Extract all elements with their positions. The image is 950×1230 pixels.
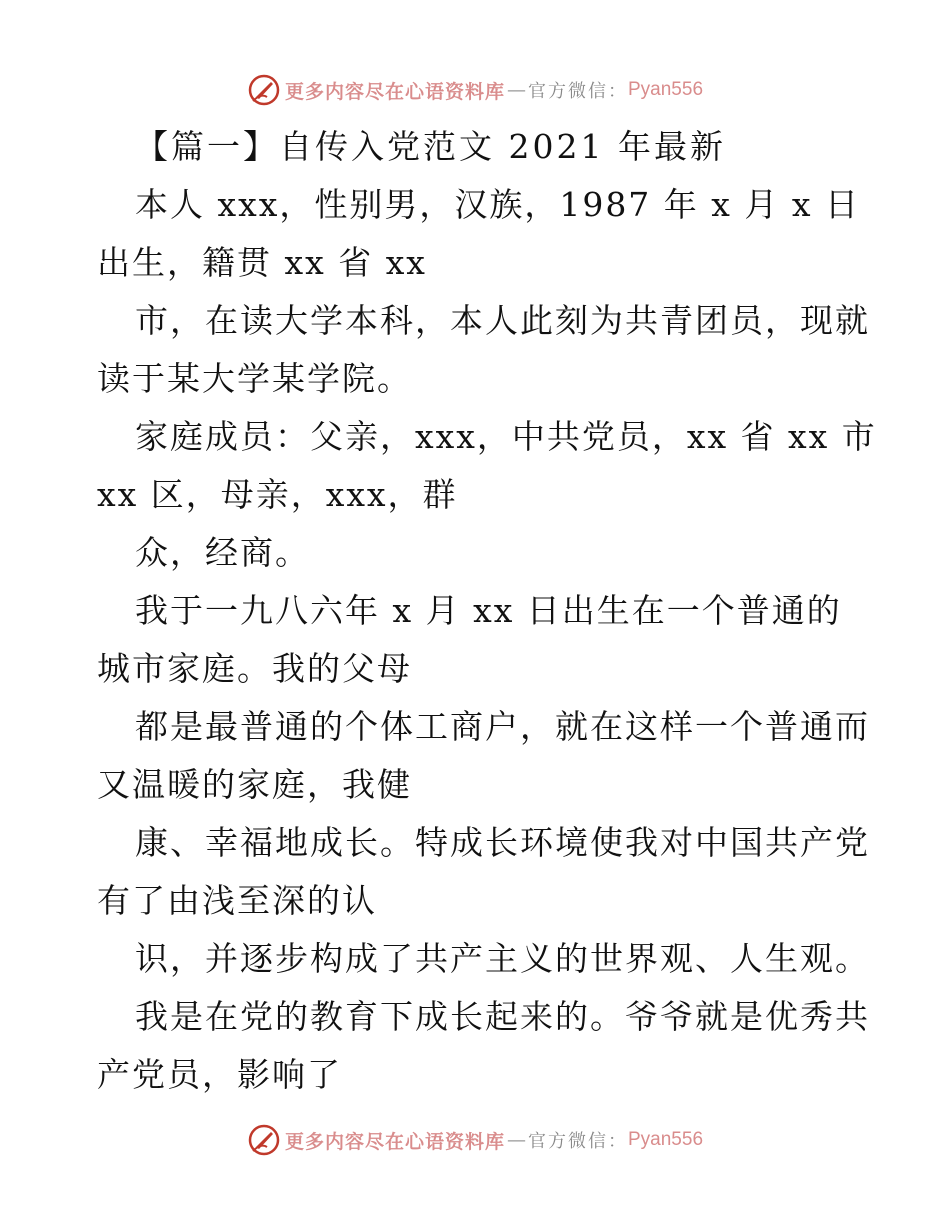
footer-banner: [0, 1120, 950, 1160]
header-site-text: 更多内容尽在心语资料库: [284, 80, 505, 103]
paragraph-line: 识，并逐步构成了共产主义的世界观、人生观。: [135, 939, 870, 978]
paragraph-line: 都是最普通的个体工商户，就在这样一个普通而: [135, 707, 870, 746]
paragraph-line: 市，在读大学本科，本人此刻为共青团员，现就: [135, 301, 870, 340]
paragraph-line: 城市家庭。我的父母: [97, 649, 412, 688]
header-wechat-label: 官方微信：: [528, 81, 628, 102]
footer-wechat-label: 官方微信：: [528, 1131, 628, 1152]
footer-site-text: 更多内容尽在心语资料库: [284, 1130, 505, 1153]
paragraph-line: 众，经商。: [135, 533, 310, 572]
paragraph-line: 读于某大学某学院。: [97, 359, 412, 398]
footer-separator: —: [507, 1129, 526, 1151]
quill-logo-icon: [247, 1123, 281, 1157]
header-separator: —: [507, 79, 526, 101]
paragraph-line: xx 区，母亲，xxx，群: [97, 475, 458, 514]
header-banner: [0, 70, 950, 110]
footer-wechat-id: Pyan556: [628, 1129, 704, 1150]
paragraph-line: 康、幸福地成长。特成长环境使我对中国共产党: [135, 823, 870, 862]
paragraph-line: 出生，籍贯 xx 省 xx: [97, 243, 427, 282]
header-wechat-id: Pyan556: [628, 79, 704, 100]
document-body: [97, 118, 877, 1104]
paragraph-line: 家庭成员：父亲，xxx，中共党员，xx 省 xx 市: [135, 417, 877, 456]
paragraph-line: 又温暖的家庭，我健: [97, 765, 412, 804]
paragraph-line: 产党员，影响了: [97, 1055, 342, 1094]
quill-logo-icon: [247, 73, 281, 107]
document-title: 【篇一】自传入党范文 2021 年最新: [135, 127, 726, 166]
paragraph-line: 本人 xxx，性别男，汉族，1987 年 x 月 x 日: [135, 185, 860, 224]
paragraph-line: 我是在党的教育下成长起来的。爷爷就是优秀共: [135, 997, 870, 1036]
paragraph-line: 有了由浅至深的认: [97, 881, 377, 920]
paragraph-line: 我于一九八六年 x 月 xx 日出生在一个普通的: [135, 591, 842, 630]
